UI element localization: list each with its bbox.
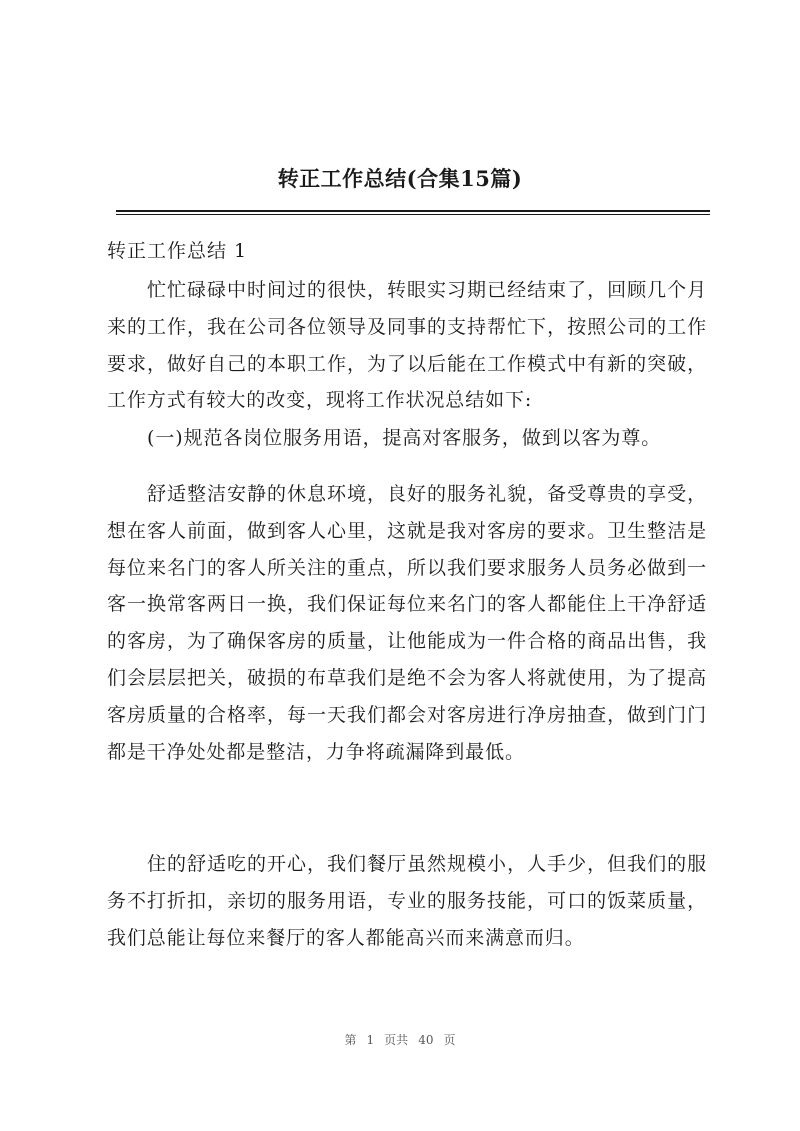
footer-suffix: 页 bbox=[443, 1033, 456, 1047]
footer-prefix: 第 bbox=[344, 1033, 357, 1047]
paragraph-2: (一)规范各岗位服务用语，提高对客服务，做到以客为尊。 bbox=[147, 427, 662, 449]
title-underline-thin bbox=[116, 214, 710, 215]
footer-mid: 页共 bbox=[384, 1033, 409, 1047]
paragraph-3: 舒适整洁安静的休息环境，良好的服务礼貌，备受尊贵的享受，想在客人前面，做到客人心里，这就是我对客房的要求。卫生整洁是每位来名门的客人所关注的重点，所以我们要求服务人员务必做到一客一换常客两日一换，我们保证每位来名门的客人都能住上干净舒适的客房，为了确保客房的质量，让他能成为一件合格的商品出售，我们会层层把关，破损的布草我们是绝不会为客人将就使用，为了提高客房质量的合格率，每一天我们都会对客房进行净房抽查，做到门门都是干净处处都是整洁，力争将疏漏降到最低。 bbox=[107, 483, 707, 763]
footer-page-number: 1 bbox=[366, 1033, 375, 1047]
paragraph-4: 住的舒适吃的开心，我们餐厅虽然规模小，人手少，但我们的服务不打折扣，亲切的服务用语，专业的服务技能，可口的饭菜质量，我们总能让每位来餐厅的客人都能高兴而来满意而归。 bbox=[107, 853, 707, 949]
section-heading: 转正工作总结 1 bbox=[107, 240, 248, 262]
page-footer bbox=[0, 1031, 800, 1048]
title-underline-thick bbox=[116, 210, 710, 212]
footer-total-pages: 40 bbox=[418, 1033, 434, 1047]
document-title: 转正工作总结(合集15篇) bbox=[277, 166, 523, 191]
paragraph-1: 忙忙碌碌中时间过的很快，转眼实习期已经结束了，回顾几个月来的工作，我在公司各位领导及同事的支持帮忙下，按照公司的工作要求，做好自己的本职工作，为了以后能在工作模式中有新的突破，工作方式有较大的改变，现将工作状况总结如下: bbox=[107, 279, 707, 412]
